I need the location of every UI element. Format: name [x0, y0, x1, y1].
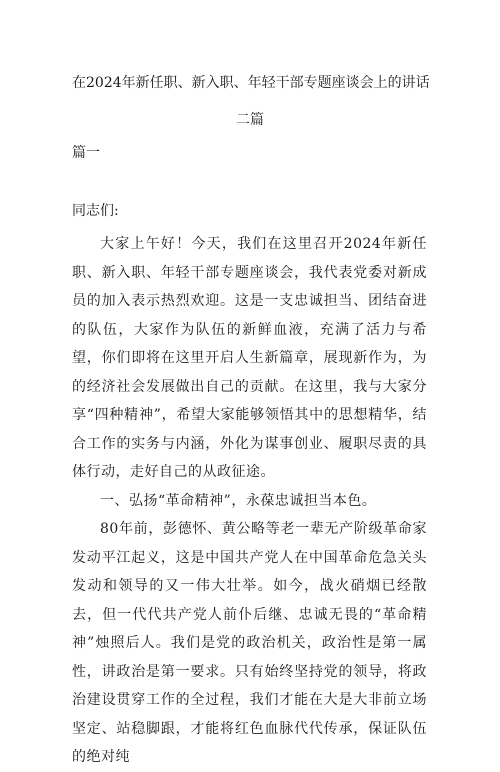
document-title: 在2024年新任职、新入职、年轻干部专题座谈会上的讲话 [72, 75, 430, 91]
section-label: 篇一 [72, 145, 100, 161]
salutation: 同志们: [72, 203, 119, 219]
document-subtitle: 二篇 [236, 112, 264, 128]
paragraph-opening: 大家上午好！今天，我们在这里召开2024年新任职、新入职、年轻干部专题座谈会，我代表党委对新成员的加入表示热烈欢迎。这是一支忠诚担当、团结奋进的队伍，大家作为队伍的新鲜血液，充满了活力与希望，你们即将在这里开启人生新篇章，展现新作为，为的经济社会发展做出自己的贡献。在这里，我与大家分享“四种精神”，希望大家能够领悟其中的思想精华，结合工作的实务与内涵，外化为谋事创业、履职尽责的具体行动，走好自己的从政征途。 [72, 236, 427, 480]
speech-body [72, 230, 427, 772]
paragraph-revolution-spirit: 80年前，彭德怀、黄公略等老一辈无产阶级革命家发动平江起义，这是中国共产党人在中国革命危急关头发动和领导的又一伟大壮举。如今，战火硝烟已经散去，但一代代共产党人前仆后继、忠诚无畏的“革命精神”烛照后人。我们是党的政治机关，政治性是第一属性，讲政治是第一要求。只有始终坚持党的领导，将政治建设贯穿工作的全过程，我们才能在大是大非前立场坚定、站稳脚跟，才能将红色血脉代代传承，保证队伍的绝对纯 [72, 521, 427, 765]
paragraph-heading-1: 一、弘扬“革命精神”，永葆忠诚担当本色。 [100, 492, 377, 509]
